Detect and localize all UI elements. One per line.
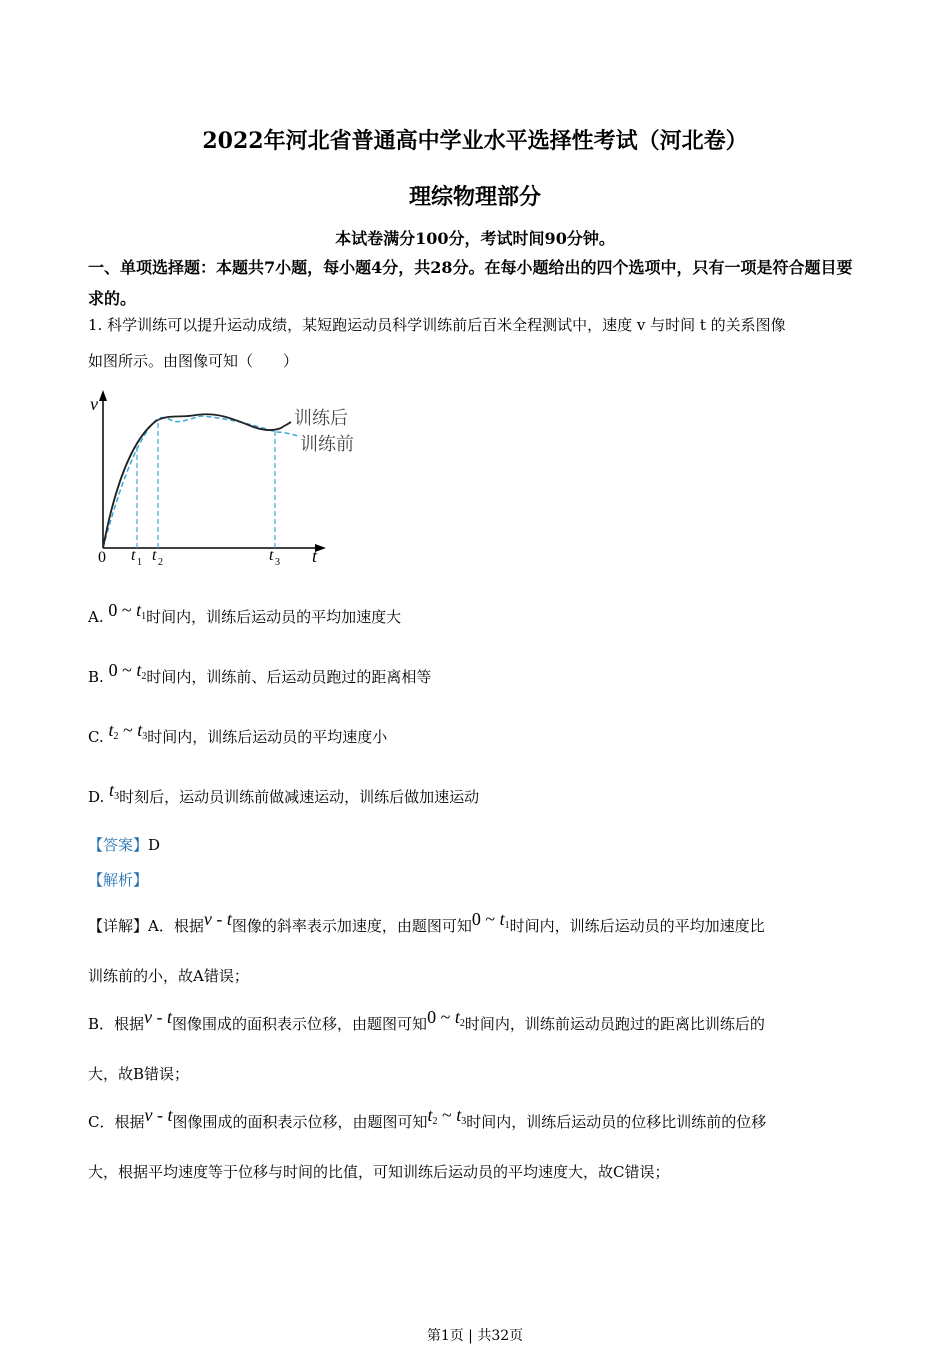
answer-label: 【答案】 [88,836,149,854]
svg-text:1: 1 [137,557,142,568]
label-before: 训练前 [300,434,354,454]
answer-line [88,834,160,856]
answer-value: D [148,836,161,854]
curve-after [103,414,291,548]
detail-a-line2: 训练前的小，故A错误； [88,967,249,985]
svg-text:2: 2 [158,557,163,568]
svg-text:t: t [131,547,136,564]
question-stem-line2: 如图所示。由图像可知（ ） [88,352,299,370]
page-title: 2022年河北省普通高中学业水平选择性考试（河北卷） [202,128,748,154]
vt-graph [86,390,376,572]
detail-a-line1: 【详解】A．根据v - t图像的斜率表示加速度，由题图可知0 ~ $t_1$时间内，训练后运动员的平均加速度比 [88,909,765,935]
t3-tick-label [269,547,280,568]
exam-info: 本试卷满分100分，考试时间90分钟。 [335,229,615,248]
question-stem-line1: 1. 科学训练可以提升运动成绩，某短跑运动员科学训练前后百米全程测试中，速度 v 与时间 t 的关系图像 [88,316,786,334]
detail-c-line2: 大，根据平均速度等于位移与时间的比值，可知训练后运动员的平均速度大，故C错误； [88,1163,670,1181]
label-after: 训练后 [294,408,348,428]
curve-before [103,416,298,548]
detail-c-line1: C．根据v - t图像围成的面积表示位移，由题图可知$t_2$ ~ $t_3$时间内，训练后运动员的位移比训练前的位移 [88,1105,767,1131]
y-axis-label: v [90,394,98,414]
svg-text:3: 3 [275,557,280,568]
detail-b-line1: B．根据v - t图像围成的面积表示位移，由题图可知0 ~ $t_2$时间内，训练前运动员跑过的距离比训练后的 [88,1007,765,1033]
t1-tick-label [131,547,142,568]
page-subtitle: 理综物理部分 [408,184,541,210]
option-a: A. 0 ~ $t_1$时间内，训练后运动员的平均加速度大 [88,600,402,626]
option-b: B. 0 ~ $t_2$时间内，训练前、后运动员跑过的距离相等 [88,660,432,686]
detail-b-line2: 大，故B错误； [88,1065,190,1083]
origin-label: 0 [98,549,106,566]
page-footer: 第1页 | 共32页 [426,1328,524,1344]
option-c: C. $t_2$ ~ $t_3$时间内，训练后运动员的平均速度小 [88,720,388,746]
x-axis-label: t [312,546,318,566]
t2-tick-label [152,547,163,568]
analysis-label: 【解析】 [88,871,149,889]
svg-text:t: t [269,547,274,564]
svg-text:t: t [152,547,157,564]
y-axis-arrow [99,390,107,401]
option-d: D. $t_3$时刻后，运动员训练前做减速运动，训练后做加速运动 [88,780,480,806]
section-heading: 一、单项选择题：本题共7小题，每小题4分，共28分。在每小题给出的四个选项中，只有一项是符合题目要求的。 [88,258,853,308]
